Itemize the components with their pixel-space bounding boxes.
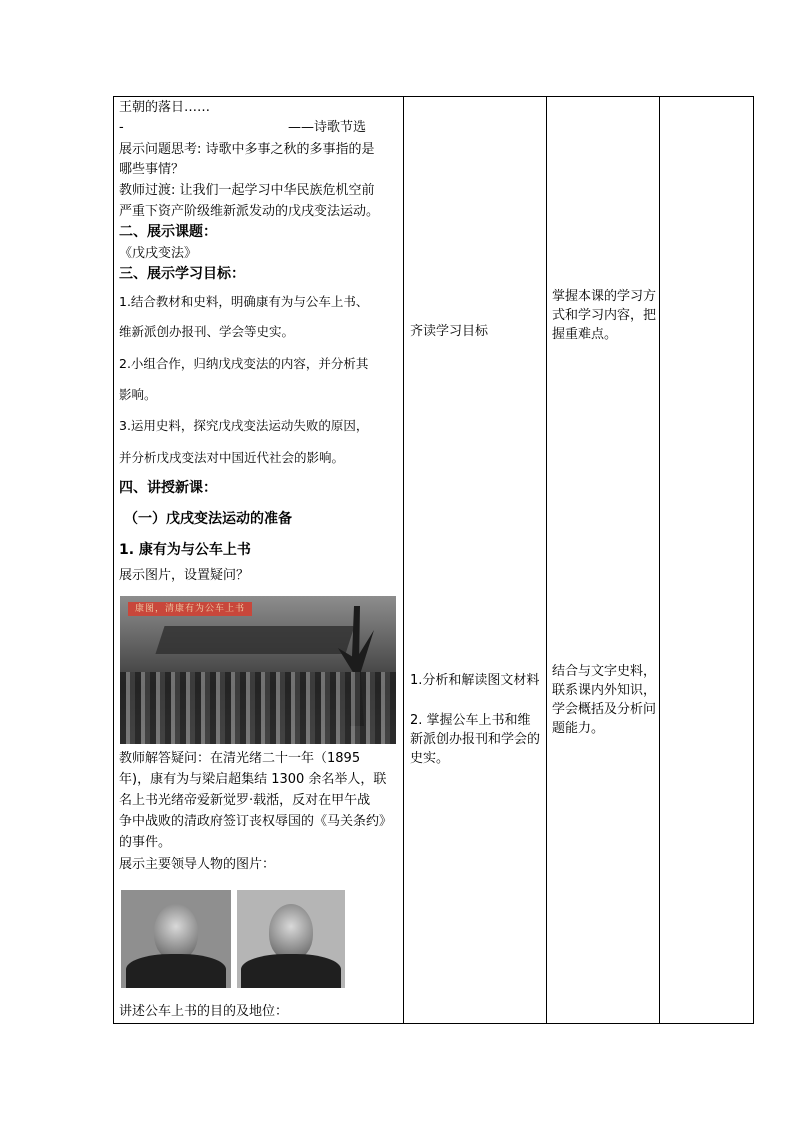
objective-line: 并分析戊戌变法对中国近代社会的影响。: [119, 450, 345, 465]
subsection-heading: （一）戊戌变法运动的准备: [124, 511, 292, 527]
portrait-liang-qichao: [237, 890, 345, 988]
objective-line: 2.小组合作，归纳戊戌变法的内容，并分析其: [119, 356, 369, 371]
instruction-line: 讲述公车上书的目的及地位：: [119, 1004, 289, 1019]
painting-crowd: [120, 672, 396, 744]
section-heading: 四、讲授新课：: [119, 480, 217, 496]
portrait-body: [241, 954, 341, 988]
lesson-topic: 《戊戌变法》: [119, 246, 198, 261]
portrait-body: [126, 954, 226, 988]
subsection-heading: 1. 康有为与公车上书: [119, 542, 251, 558]
portrait-kang-youwei: [121, 890, 231, 988]
column-divider: [403, 96, 404, 1023]
poem-source: ——诗歌节选: [288, 120, 367, 135]
answer-line: 年)，康有为与梁启超集结 1300 余名举人，联: [119, 772, 387, 787]
design-intent: 结合与文字史料，联系课内外知识，学会概括及分析问题能力。: [552, 664, 657, 736]
column-divider: [546, 96, 547, 1023]
instruction-line: 展示主要领导人物的图片：: [119, 857, 276, 872]
poem-line: 王朝的落日……: [119, 100, 211, 115]
section-heading: 二、展示课题：: [119, 224, 217, 240]
transition-line: 严重下资产阶级维新派发动的戊戌变法运动。: [119, 204, 380, 219]
answer-line: 教师解答疑问：在清光绪二十一年（1895: [119, 751, 361, 766]
portrait-head: [269, 904, 313, 960]
objective-line: 影响。: [119, 387, 157, 402]
historical-painting-image: [120, 596, 396, 744]
transition-line: 教师过渡: 让我们一起学习中华民族危机空前: [119, 183, 375, 198]
objective-line: 1.结合教材和史料，明确康有为与公车上书、: [119, 294, 369, 309]
section-heading: 三、展示学习目标：: [119, 266, 245, 282]
question-line: 哪些事情？: [119, 162, 185, 177]
student-activity: 齐读学习目标: [410, 324, 489, 339]
question-line: 展示问题思考: 诗歌中多事之秋的多事指的是: [119, 142, 375, 157]
painting-banner: 康图，清康有为公车上书: [128, 602, 252, 616]
painting-roof: [155, 626, 354, 654]
portrait-head: [154, 904, 198, 960]
instruction-line: 展示图片，设置疑问？: [119, 568, 250, 583]
answer-line: 争中战败的清政府签订丧权辱国的《马关条约》: [119, 814, 393, 829]
dash-mark: -: [119, 120, 124, 135]
student-activity: 2. 掌握公车上书和维新派创办报刊和学会的史实。: [410, 713, 541, 766]
student-activity: 1.分析和解读图文材料: [410, 673, 540, 688]
answer-line: 名上书光绪帝爱新觉罗·载湉，反对在甲午战: [119, 793, 371, 808]
objective-line: 维新派创办报刊、学会等史实。: [119, 324, 295, 339]
answer-line: 的事件。: [119, 835, 172, 850]
column-divider: [659, 96, 660, 1023]
design-intent: 掌握本课的学习方式和学习内容，把握重难点。: [552, 289, 657, 342]
objective-line: 3.运用史料，探究戊戌变法运动失败的原因，: [119, 418, 369, 433]
